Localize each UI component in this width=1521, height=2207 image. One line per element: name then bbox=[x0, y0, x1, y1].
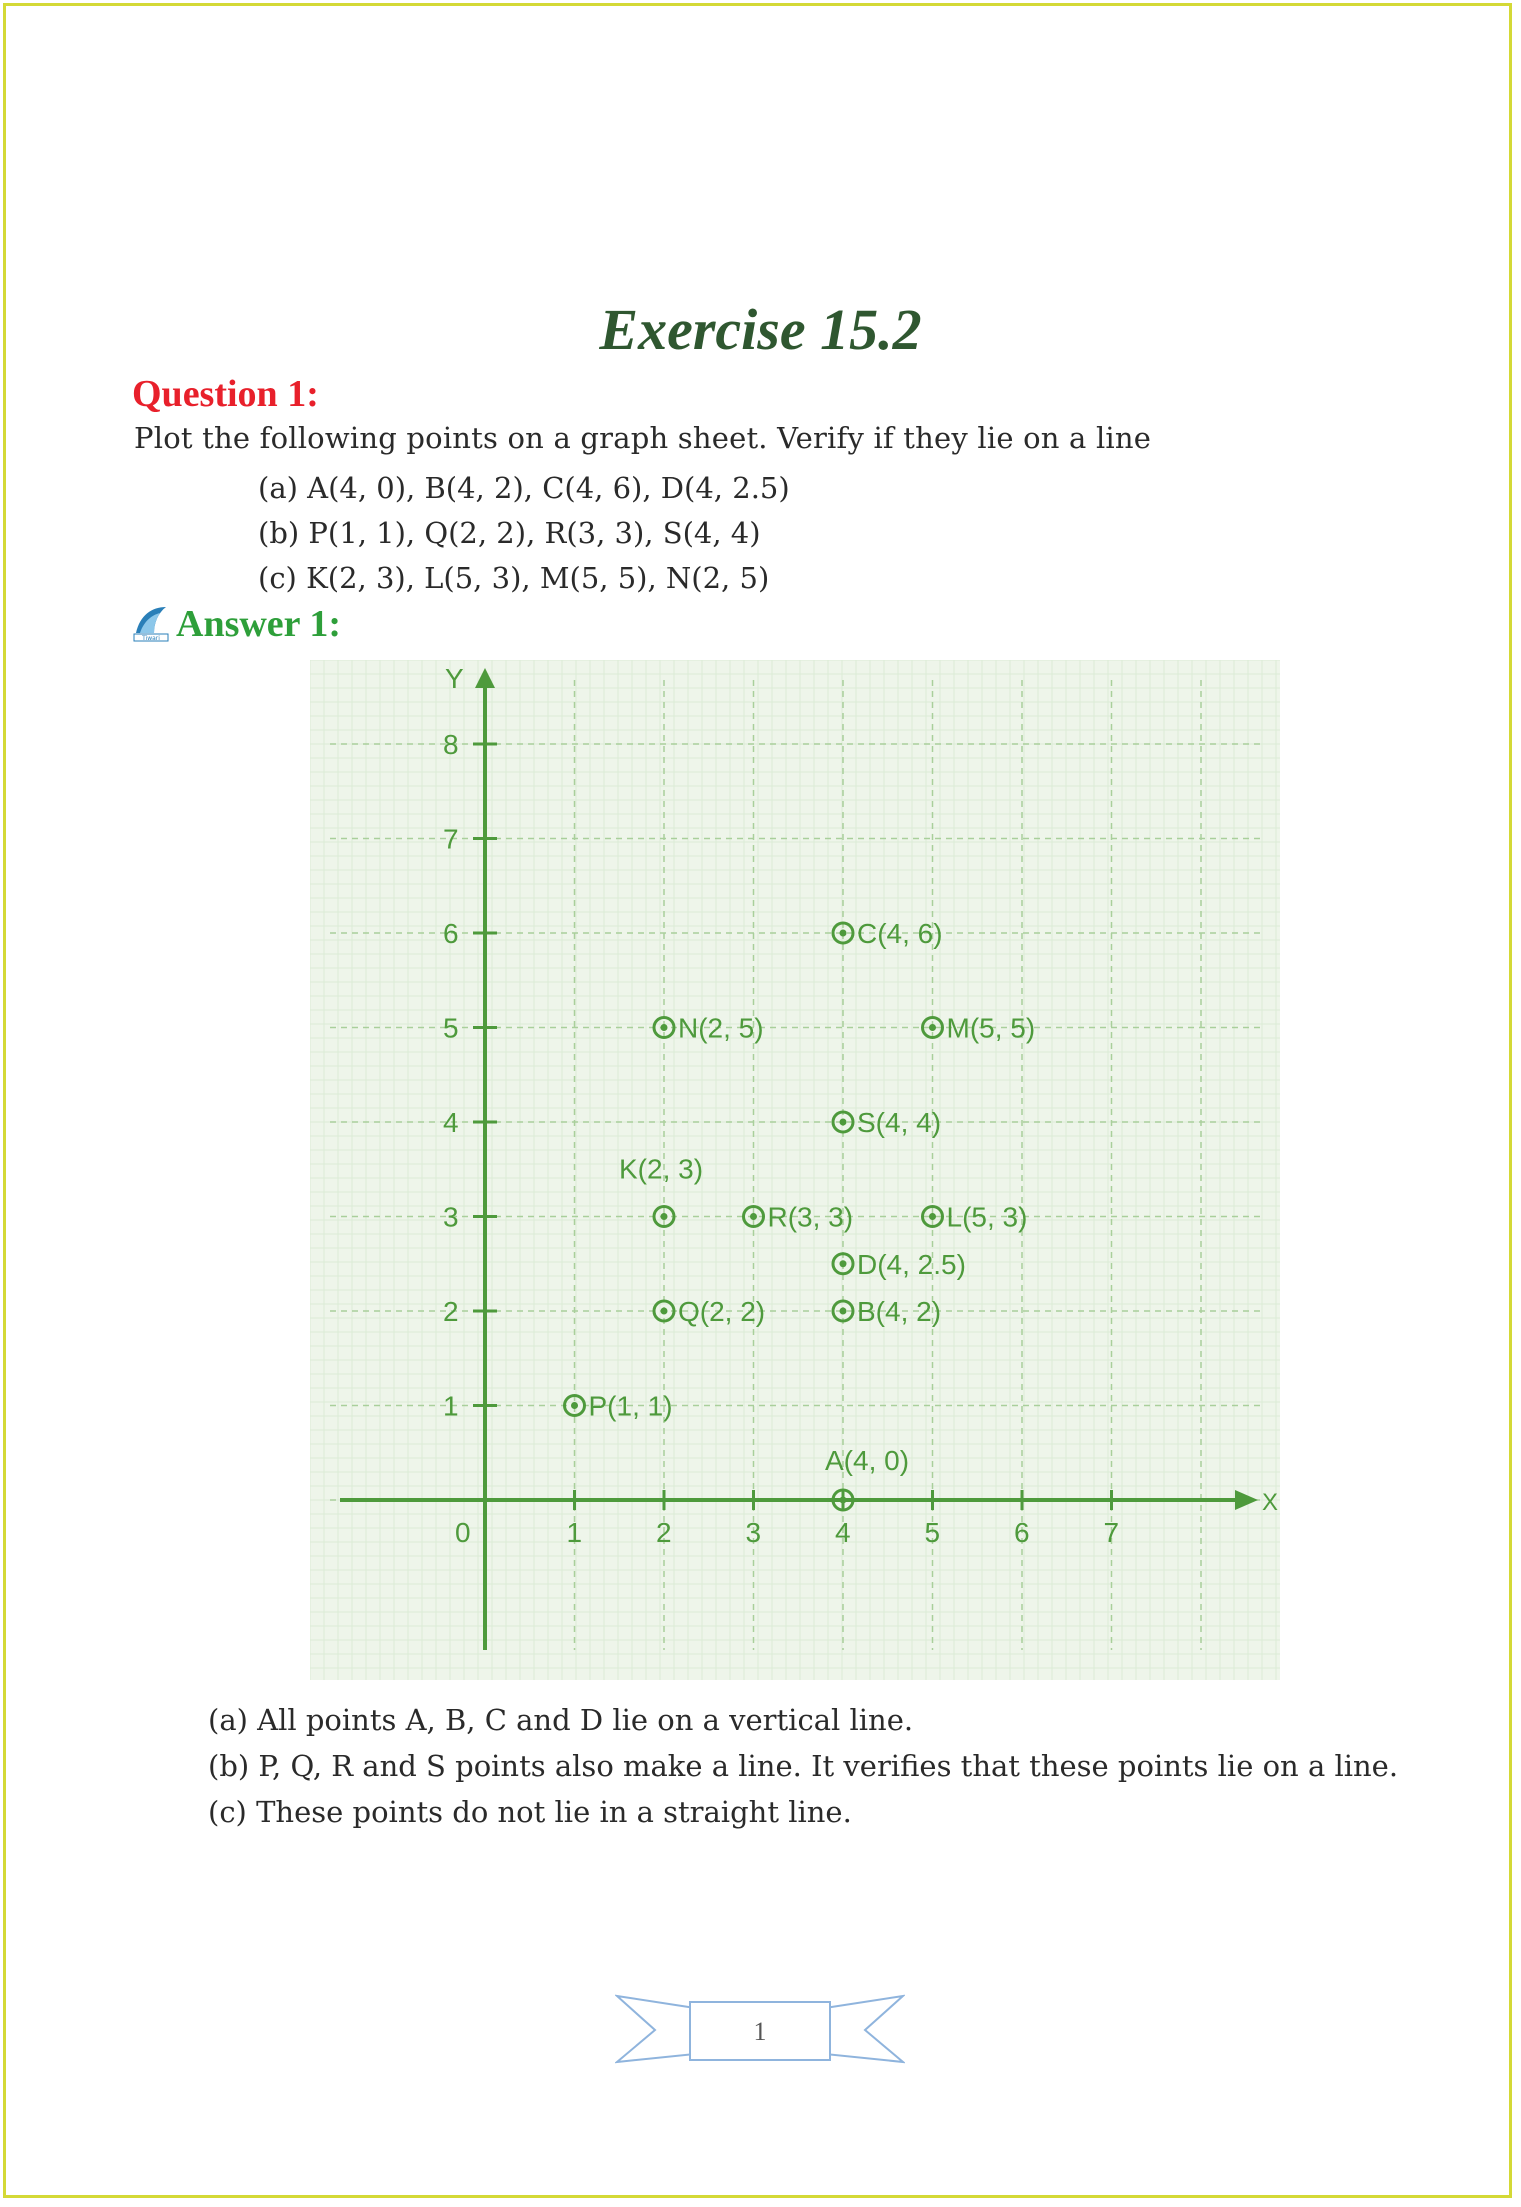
point-center bbox=[661, 1024, 668, 1031]
answer-heading: Answer 1: bbox=[176, 603, 342, 645]
point-center bbox=[929, 1024, 936, 1031]
question-part-b: (b) P(1, 1), Q(2, 2), R(3, 3), S(4, 4) bbox=[258, 516, 761, 550]
point-label: L(5, 3) bbox=[946, 1201, 1028, 1233]
point-label: K(2, 3) bbox=[619, 1153, 704, 1185]
answer-statements bbox=[208, 1697, 1398, 1835]
coordinate-graph bbox=[310, 660, 1280, 1680]
question-text: Plot the following points on a graph sheet. Verify if they lie on a line bbox=[134, 421, 1152, 455]
answer-statement-b: (b) P, Q, R and S points also make a line. It verifies that these points lie on a line. bbox=[208, 1749, 1399, 1783]
book-logo-icon bbox=[132, 603, 170, 645]
point-center bbox=[750, 1213, 757, 1220]
point-center bbox=[661, 1213, 668, 1220]
point-label: N(2, 5) bbox=[678, 1012, 764, 1044]
y-tick-label: 4 bbox=[443, 1107, 459, 1138]
question-parts bbox=[258, 466, 790, 601]
x-tick-label: 5 bbox=[924, 1517, 941, 1548]
graph-svg bbox=[310, 660, 1280, 1680]
x-tick-label: 6 bbox=[1014, 1517, 1030, 1548]
point-center bbox=[840, 1119, 847, 1126]
answer-statement-c: (c) These points do not lie in a straight line. bbox=[208, 1795, 852, 1829]
x-tick-label: 2 bbox=[656, 1517, 672, 1548]
y-axis-label: Y bbox=[445, 663, 464, 694]
point-center bbox=[661, 1308, 668, 1315]
x-tick-label: 7 bbox=[1103, 1517, 1120, 1548]
question-part-c: (c) K(2, 3), L(5, 3), M(5, 5), N(2, 5) bbox=[258, 561, 770, 595]
svg-text:Tiwari: Tiwari bbox=[142, 635, 160, 642]
question-heading: Question 1: bbox=[132, 373, 319, 415]
point-label: B(4, 2) bbox=[857, 1296, 942, 1327]
point-center bbox=[840, 930, 847, 937]
x-tick-label: 1 bbox=[566, 1517, 583, 1548]
page-number: 1 bbox=[753, 2017, 767, 2046]
x-axis-label: X bbox=[1262, 1489, 1279, 1516]
point-label: C(4, 6) bbox=[857, 918, 943, 949]
answer-heading-row bbox=[132, 600, 341, 648]
y-tick-label: 5 bbox=[443, 1012, 459, 1044]
answer-statement-a: (a) All points A, B, C and D lie on a vertical line. bbox=[208, 1703, 914, 1737]
point-label: P(1, 1) bbox=[588, 1390, 673, 1422]
page-title: Exercise 15.2 bbox=[599, 297, 922, 362]
point-center bbox=[571, 1402, 578, 1409]
y-tick-label: 7 bbox=[443, 823, 459, 855]
y-tick-label: 8 bbox=[443, 729, 459, 760]
point-center bbox=[840, 1308, 847, 1315]
point-label: R(3, 3) bbox=[767, 1201, 854, 1233]
point-label: D(4, 2.5) bbox=[857, 1248, 966, 1280]
point-center bbox=[929, 1213, 936, 1220]
y-tick-label: 3 bbox=[443, 1201, 459, 1233]
x-tick-label: 4 bbox=[835, 1517, 851, 1548]
point-label: Q(2, 2) bbox=[678, 1296, 766, 1327]
question-part-a: (a) A(4, 0), B(4, 2), C(4, 6), D(4, 2.5) bbox=[258, 471, 790, 505]
y-tick-label: 6 bbox=[443, 918, 459, 949]
point-center bbox=[840, 1497, 847, 1504]
y-tick-label: 1 bbox=[443, 1390, 459, 1422]
x-tick-label: 0 bbox=[455, 1517, 471, 1548]
point-label: A(4, 0) bbox=[825, 1445, 910, 1476]
point-center bbox=[840, 1260, 847, 1267]
point-label: M(5, 5) bbox=[946, 1012, 1036, 1044]
y-tick-label: 2 bbox=[443, 1296, 459, 1327]
x-tick-label: 3 bbox=[745, 1517, 762, 1548]
point-label: S(4, 4) bbox=[857, 1107, 942, 1138]
